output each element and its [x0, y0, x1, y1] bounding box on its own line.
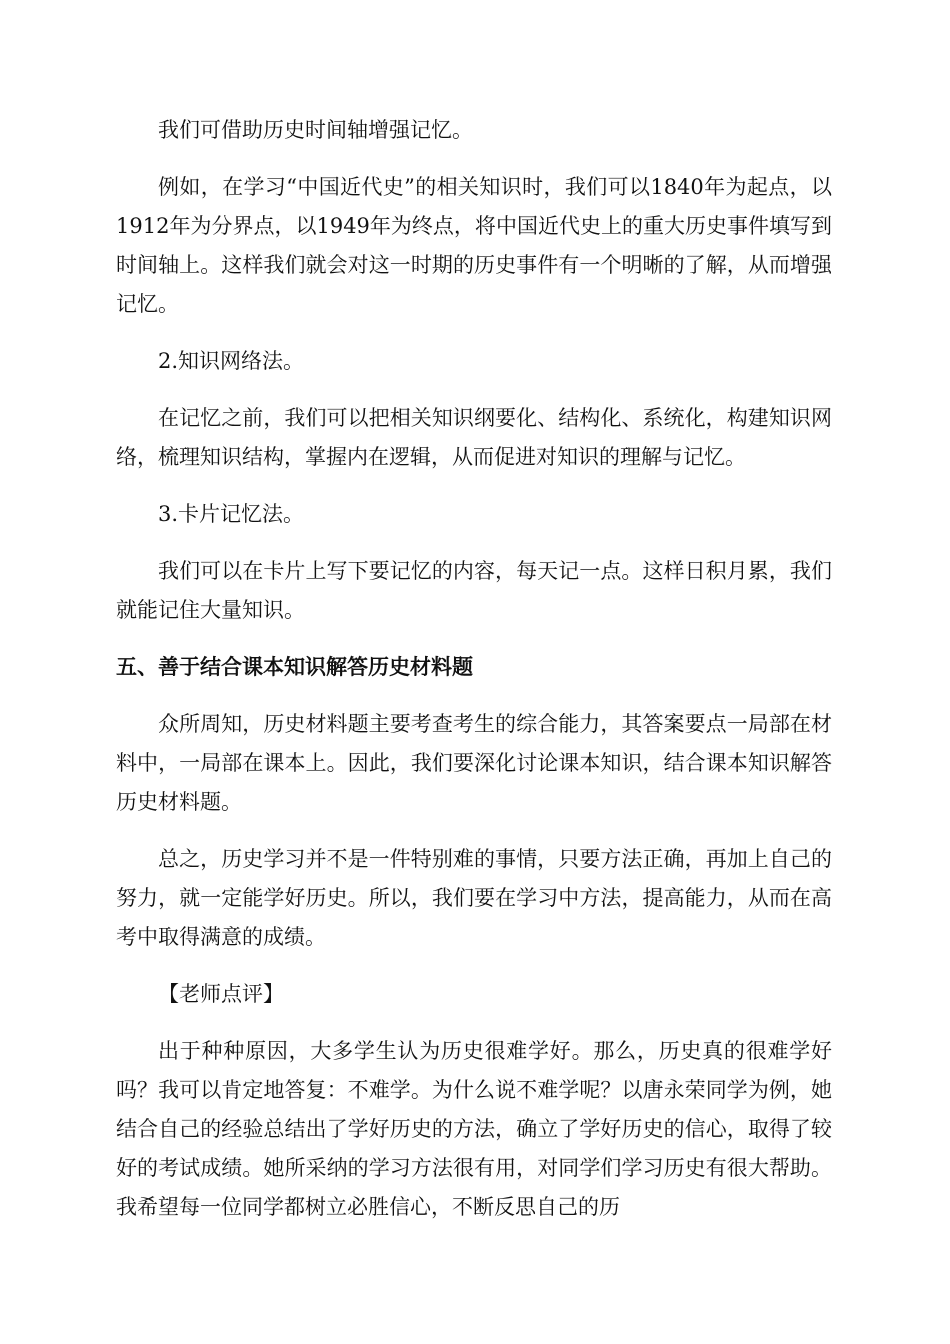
teacher-comment-label: 【老师点评】	[158, 982, 284, 1006]
paragraph-timeline-example: 例如，在学习“中国近代史”的相关知识时，我们可以1840年为起点，以1912年为分界点，以1949年为终点，将中国近代史上的重大历史事件填写到时间轴上。这样我们就会对这一时期的历史事件有一个明晰的了解，从而增强记忆。	[116, 175, 832, 316]
paragraph-teacher-comment: 出于种种原因，大多学生认为历史很难学好。那么，历史真的很难学好吗？我可以肯定地答复：不难学。为什么说不难学呢？以唐永荣同学为例，她结合自己的经验总结出了学好历史的方法，确立了学好历史的信心，取得了较好的考试成绩。她所采纳的学习方法很有用，对同学们学习历史有很大帮助。我希望每一位同学都树立必胜信心，不断反思自己的历	[116, 1039, 832, 1219]
paragraph-card-memory-detail: 我们可以在卡片上写下要记忆的内容，每天记一点。这样日积月累，我们就能记住大量知识。	[116, 559, 832, 622]
paragraph-material-questions: 众所周知，历史材料题主要考查考生的综合能力，其答案要点一局部在材料中，一局部在课本上。因此，我们要深化讨论课本知识，结合课本知识解答历史材料题。	[116, 712, 832, 814]
paragraph-conclusion: 总之，历史学习并不是一件特别难的事情，只要方法正确，再加上自己的努力，就一定能学好历史。所以，我们要在学习中方法，提高能力，从而在高考中取得满意的成绩。	[116, 847, 832, 949]
paragraph-timeline-intro: 我们可借助历史时间轴增强记忆。	[158, 118, 473, 142]
document-body	[116, 111, 832, 1245]
paragraph-knowledge-network-detail: 在记忆之前，我们可以把相关知识纲要化、结构化、系统化，构建知识网络，梳理知识结构，掌握内在逻辑，从而促进对知识的理解与记忆。	[116, 406, 832, 469]
paragraph-method-card-memory: 3.卡片记忆法。	[158, 502, 305, 526]
paragraph-method-knowledge-network: 2.知识网络法。	[158, 349, 305, 373]
section-heading-five: 五、善于结合课本知识解答历史材料题	[116, 655, 473, 679]
